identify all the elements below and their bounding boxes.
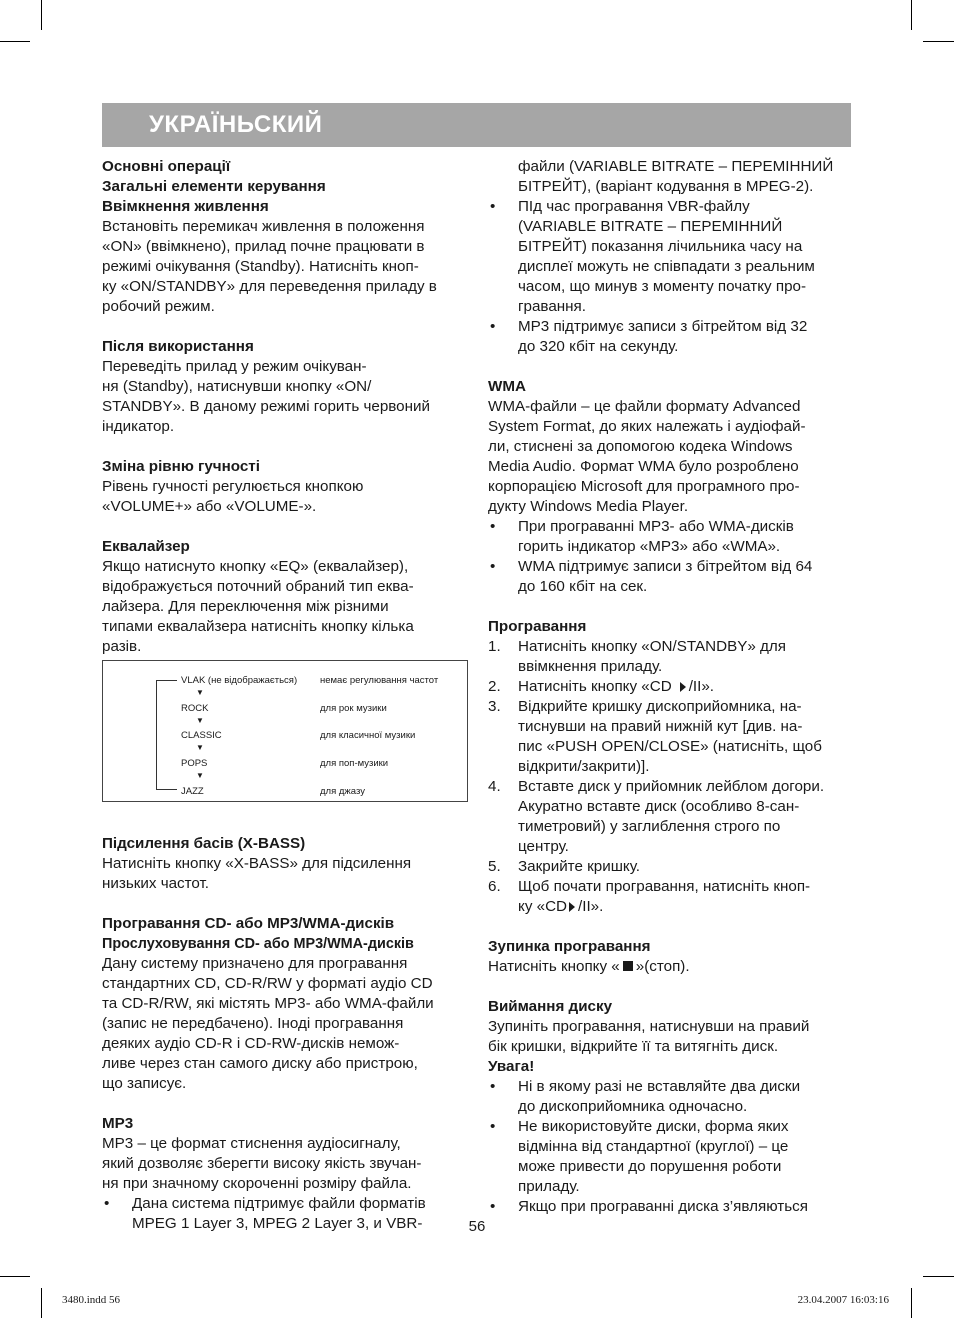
crop-mark <box>923 1276 954 1277</box>
heading-xbass: Підсилення басів (X-BASS) <box>102 835 306 852</box>
step-item <box>488 697 854 777</box>
step-number: 2. <box>488 678 501 695</box>
footer-file: 3480.indd 56 <box>62 1294 121 1306</box>
bullet-icon: • <box>490 558 496 575</box>
text-line: Натисніть кнопку «ON/STANDBY» для <box>518 638 786 655</box>
footer-datetime: 23.04.2007 16:03:16 <box>797 1294 889 1306</box>
text-line: Якщо при програванні диска з’являються <box>518 1198 808 1215</box>
text-line: може привести до порушення роботи <box>518 1158 782 1175</box>
heading-wma: WMA <box>488 378 526 395</box>
stop-text <box>488 957 854 977</box>
step-item <box>488 637 854 677</box>
text-line: ПІд час програвання VBR-файлу <box>518 198 750 215</box>
play-icon <box>569 902 575 912</box>
text-line: лайзера. Для переключення між різними <box>102 598 389 615</box>
heading-power-on: Ввімкнення живлення <box>102 198 269 215</box>
text-span: ку «CD <box>518 898 568 915</box>
text-line: System Format, до яких належать і аудіофай- <box>488 418 806 435</box>
text-line: Переведіть прилад у режим очікуван- <box>102 358 367 375</box>
text-line: WMA-файли – це файли формату Advanced <box>488 398 801 415</box>
page-title: УКРАЇНЬСКИЙ <box>149 111 323 138</box>
text-line: пис «PUSH OPEN/CLOSE» (натисніть, щоб <box>518 738 822 755</box>
text-line: MPEG 1 Layer 3, MPEG 2 Layer 3, и VBR- <box>132 1215 423 1232</box>
heading-cd-playback: Програвання CD- або MP3/WMA-дисків <box>102 915 395 932</box>
step-number: 4. <box>488 778 501 795</box>
heading-equalizer: Еквалайзер <box>102 538 190 555</box>
left-column <box>102 157 468 1234</box>
bullet-icon: • <box>490 198 496 215</box>
heading-eject: Виймання диску <box>488 998 613 1015</box>
text-line: Відкрийте кришку дископрийомника, на- <box>518 698 802 715</box>
arrow-down-icon: ▼ <box>196 688 204 697</box>
text-span: Натисніть кнопку « <box>488 958 620 975</box>
text-line: приладу. <box>518 1178 580 1195</box>
text-line: БІТРЕЙТ), (варіант кодування в MPEG-2). <box>518 178 814 195</box>
text-line: Дану систему призначено для програвання <box>102 955 408 972</box>
text-line: відображується поточний обраний тип еква- <box>102 578 414 595</box>
crop-mark <box>0 1276 30 1277</box>
eq-desc: для класичної музики <box>320 730 416 741</box>
text-line: разів. <box>102 638 142 655</box>
volume-text <box>102 477 468 517</box>
heading-after-use: Після використання <box>102 338 254 355</box>
crop-mark <box>923 41 954 42</box>
eq-label: VLAK (не відображається) <box>181 675 298 686</box>
after-use-text <box>102 357 468 437</box>
heading-warning: Увага! <box>488 1058 535 1075</box>
wma-text <box>488 397 854 517</box>
text-line: низьких частот. <box>102 875 210 892</box>
eq-label: POPS <box>181 758 208 769</box>
mp3-text <box>102 1134 468 1194</box>
text-span: /II». <box>688 678 715 695</box>
bullet-icon: • <box>490 518 496 535</box>
text-span: /II». <box>578 898 604 915</box>
text-line: ливе через стан самого диску або пристрою, <box>102 1055 418 1072</box>
list-item <box>488 1197 854 1217</box>
heading-mp3: MP3 <box>102 1115 134 1132</box>
text-line: ня при значному скороченні розміру файла. <box>102 1175 412 1192</box>
text-line: Зупиніть програвання, натиснувши на правий <box>488 1018 810 1035</box>
eq-desc: для джазу <box>320 786 365 797</box>
crop-mark <box>41 1288 42 1318</box>
list-item-continued <box>488 157 854 197</box>
text-span: »(стоп). <box>635 958 690 975</box>
text-line: до 320 кбіт на секунду. <box>518 338 679 355</box>
text-line: Натисніть кнопку «X-BASS» для підсилення <box>102 855 412 872</box>
step-item <box>488 877 854 917</box>
text-line: Вставте диск у прийомник лейблом догори. <box>518 778 825 795</box>
text-line: відкрити/закрити)]. <box>518 758 650 775</box>
text-line: горить індикатор «MP3» або «WMA». <box>518 538 781 555</box>
text-line: STANDBY». В даному режимі горить червоний <box>102 398 430 415</box>
text-line: MP3 підтримує записи з бітрейтом від 32 <box>518 318 808 335</box>
text-line: дукту Windows Media Player. <box>488 498 689 515</box>
text-line: ку «ON/STANDBY» для переведення приладу в <box>102 278 437 295</box>
text-line: БІТРЕЙТ) показання лічильника часу на <box>518 238 803 255</box>
equalizer-text <box>102 557 468 657</box>
play-icon <box>680 682 686 692</box>
crop-mark <box>0 41 30 42</box>
eq-desc: немає регулювання частот <box>320 675 439 686</box>
text-line: MP3 – це формат стиснення аудіосигналу, <box>102 1135 401 1152</box>
xbass-text <box>102 854 468 894</box>
step-number: 5. <box>488 858 501 875</box>
text-line: Не використовуйте диски, форма яких <box>518 1118 789 1135</box>
cd-text <box>102 954 468 1094</box>
step-item <box>488 777 854 857</box>
list-item <box>488 317 854 357</box>
list-item <box>488 1117 854 1197</box>
text-line: типами еквалайзера натисніть кнопку кілька <box>102 618 414 635</box>
text-line: Встановіть перемикач живлення в положення <box>102 218 425 235</box>
crop-mark <box>911 0 912 30</box>
right-column <box>488 157 854 1217</box>
text-line: Щоб почати програвання, натисніть кноп- <box>518 878 811 895</box>
text-line: ня (Standby), натиснувши кнопку «ON/ <box>102 378 372 395</box>
section-banner <box>102 103 851 147</box>
text-line: індикатор. <box>102 418 175 435</box>
eq-label: ROCK <box>181 703 209 714</box>
step-number: 3. <box>488 698 501 715</box>
text-line: Акуратно вставте диск (особливо 8-сан- <box>518 798 800 815</box>
text-span: Натисніть кнопку «CD <box>518 678 672 695</box>
text-line: (запис не передбачено). Іноді програвання <box>102 1015 404 1032</box>
page-number: 56 <box>468 1218 486 1235</box>
text-line: тиснувши на правий нижній кут [див. на- <box>518 718 803 735</box>
text-line: ли, стиснені за допомогою кодека Windows <box>488 438 793 455</box>
text-line: що записує. <box>102 1075 187 1092</box>
heading-stop: Зупинка програвання <box>488 938 651 955</box>
text-line: Media Audio. Формат WMA було розроблено <box>488 458 799 475</box>
text-line: який дозволяє зберегти високу якість звучан- <box>102 1155 422 1172</box>
text-line: (VARIABLE BITRATE – ПЕРЕМІННИЙ <box>518 218 783 235</box>
text-line: режимі очікування (Standby). Натисніть кноп- <box>102 258 419 275</box>
list-item <box>488 197 854 317</box>
eq-label: CLASSIC <box>181 730 222 741</box>
power-on-text <box>102 217 468 317</box>
heading-volume: Зміна рівню гучності <box>102 458 260 475</box>
arrow-down-icon: ▼ <box>196 771 204 780</box>
text-line: деяких аудіо CD-R і CD-RW-дисків немож- <box>102 1035 400 1052</box>
text-line: ввімкнення приладу. <box>518 658 663 675</box>
bullet-icon: • <box>490 318 496 335</box>
crop-mark <box>41 0 42 30</box>
text-line: файли (VARIABLE BITRATE – ПЕРЕМІННИЙ <box>518 158 834 175</box>
equalizer-diagram <box>102 660 468 802</box>
stop-icon <box>623 961 633 971</box>
eq-desc: для рок музики <box>320 703 387 714</box>
list-item <box>488 1077 854 1117</box>
heading-basic-operations: Основні операції <box>102 158 231 175</box>
bullet-icon: • <box>104 1195 110 1212</box>
bullet-icon: • <box>490 1078 496 1095</box>
list-item <box>488 517 854 557</box>
bullet-icon: • <box>490 1118 496 1135</box>
eq-label: JAZZ <box>181 786 204 797</box>
heading-cd-listening: Прослуховування CD- або MP3/WMA-дисків <box>102 936 414 952</box>
text-line: При програванні MP3- або WMA-дисків <box>518 518 794 535</box>
text-line: Закрийте кришку. <box>518 858 640 875</box>
eq-desc: для поп-музики <box>320 758 389 769</box>
step-number: 1. <box>488 638 501 655</box>
text-line: гравання. <box>518 298 586 315</box>
text-line: бік кришки, відкрийте її та витягніть диск. <box>488 1038 779 1055</box>
step-item <box>488 677 854 697</box>
text-line <box>518 897 854 917</box>
list-item <box>488 557 854 597</box>
text-line: WMA підтримує записи з бітрейтом від 64 <box>518 558 813 575</box>
text-line: відмінна від стандартної (круглої) – це <box>518 1138 789 1155</box>
text-line: тиметровий) у заглиблення строго по <box>518 818 781 835</box>
text-line: Рівень гучності регулюється кнопкою <box>102 478 364 495</box>
text-line: до 160 кбіт на сек. <box>518 578 648 595</box>
text-line: дисплеї можуть не співпадати з реальним <box>518 258 815 275</box>
arrow-down-icon: ▼ <box>196 716 204 725</box>
cycle-bracket <box>156 680 177 790</box>
text-line <box>518 677 854 697</box>
crop-mark <box>911 1288 912 1318</box>
text-line: «ON» (ввімкнено), прилад почне працювати в <box>102 238 425 255</box>
text-line: стандартних CD, CD-R/RW у форматі аудіо CD <box>102 975 433 992</box>
text-line: робочий режим. <box>102 298 215 315</box>
text-line: часом, що минув з моменту початку про- <box>518 278 807 295</box>
text-line: та CD-R/RW, які містять MP3- або WMA-файли <box>102 995 434 1012</box>
text-line: до дископрийомника одночасно. <box>518 1098 748 1115</box>
text-line: Дана система підтримує файли форматів <box>132 1195 426 1212</box>
step-item <box>488 857 854 877</box>
text-line: «VOLUME+» або «VOLUME-». <box>102 498 317 515</box>
step-number: 6. <box>488 878 501 895</box>
heading-general-controls: Загальні елементи керування <box>102 178 326 195</box>
bullet-icon: • <box>490 1198 496 1215</box>
eject-text <box>488 1017 854 1057</box>
text-line: корпорацією Microsoft для програмного про- <box>488 478 800 495</box>
text-line: центру. <box>518 838 569 855</box>
arrow-down-icon: ▼ <box>196 743 204 752</box>
text-line: Якщо натиснуто кнопку «EQ» (еквалайзер), <box>102 558 409 575</box>
text-line: Ні в якому разі не вставляйте два диски <box>518 1078 801 1095</box>
heading-playback: Програвання <box>488 618 587 635</box>
